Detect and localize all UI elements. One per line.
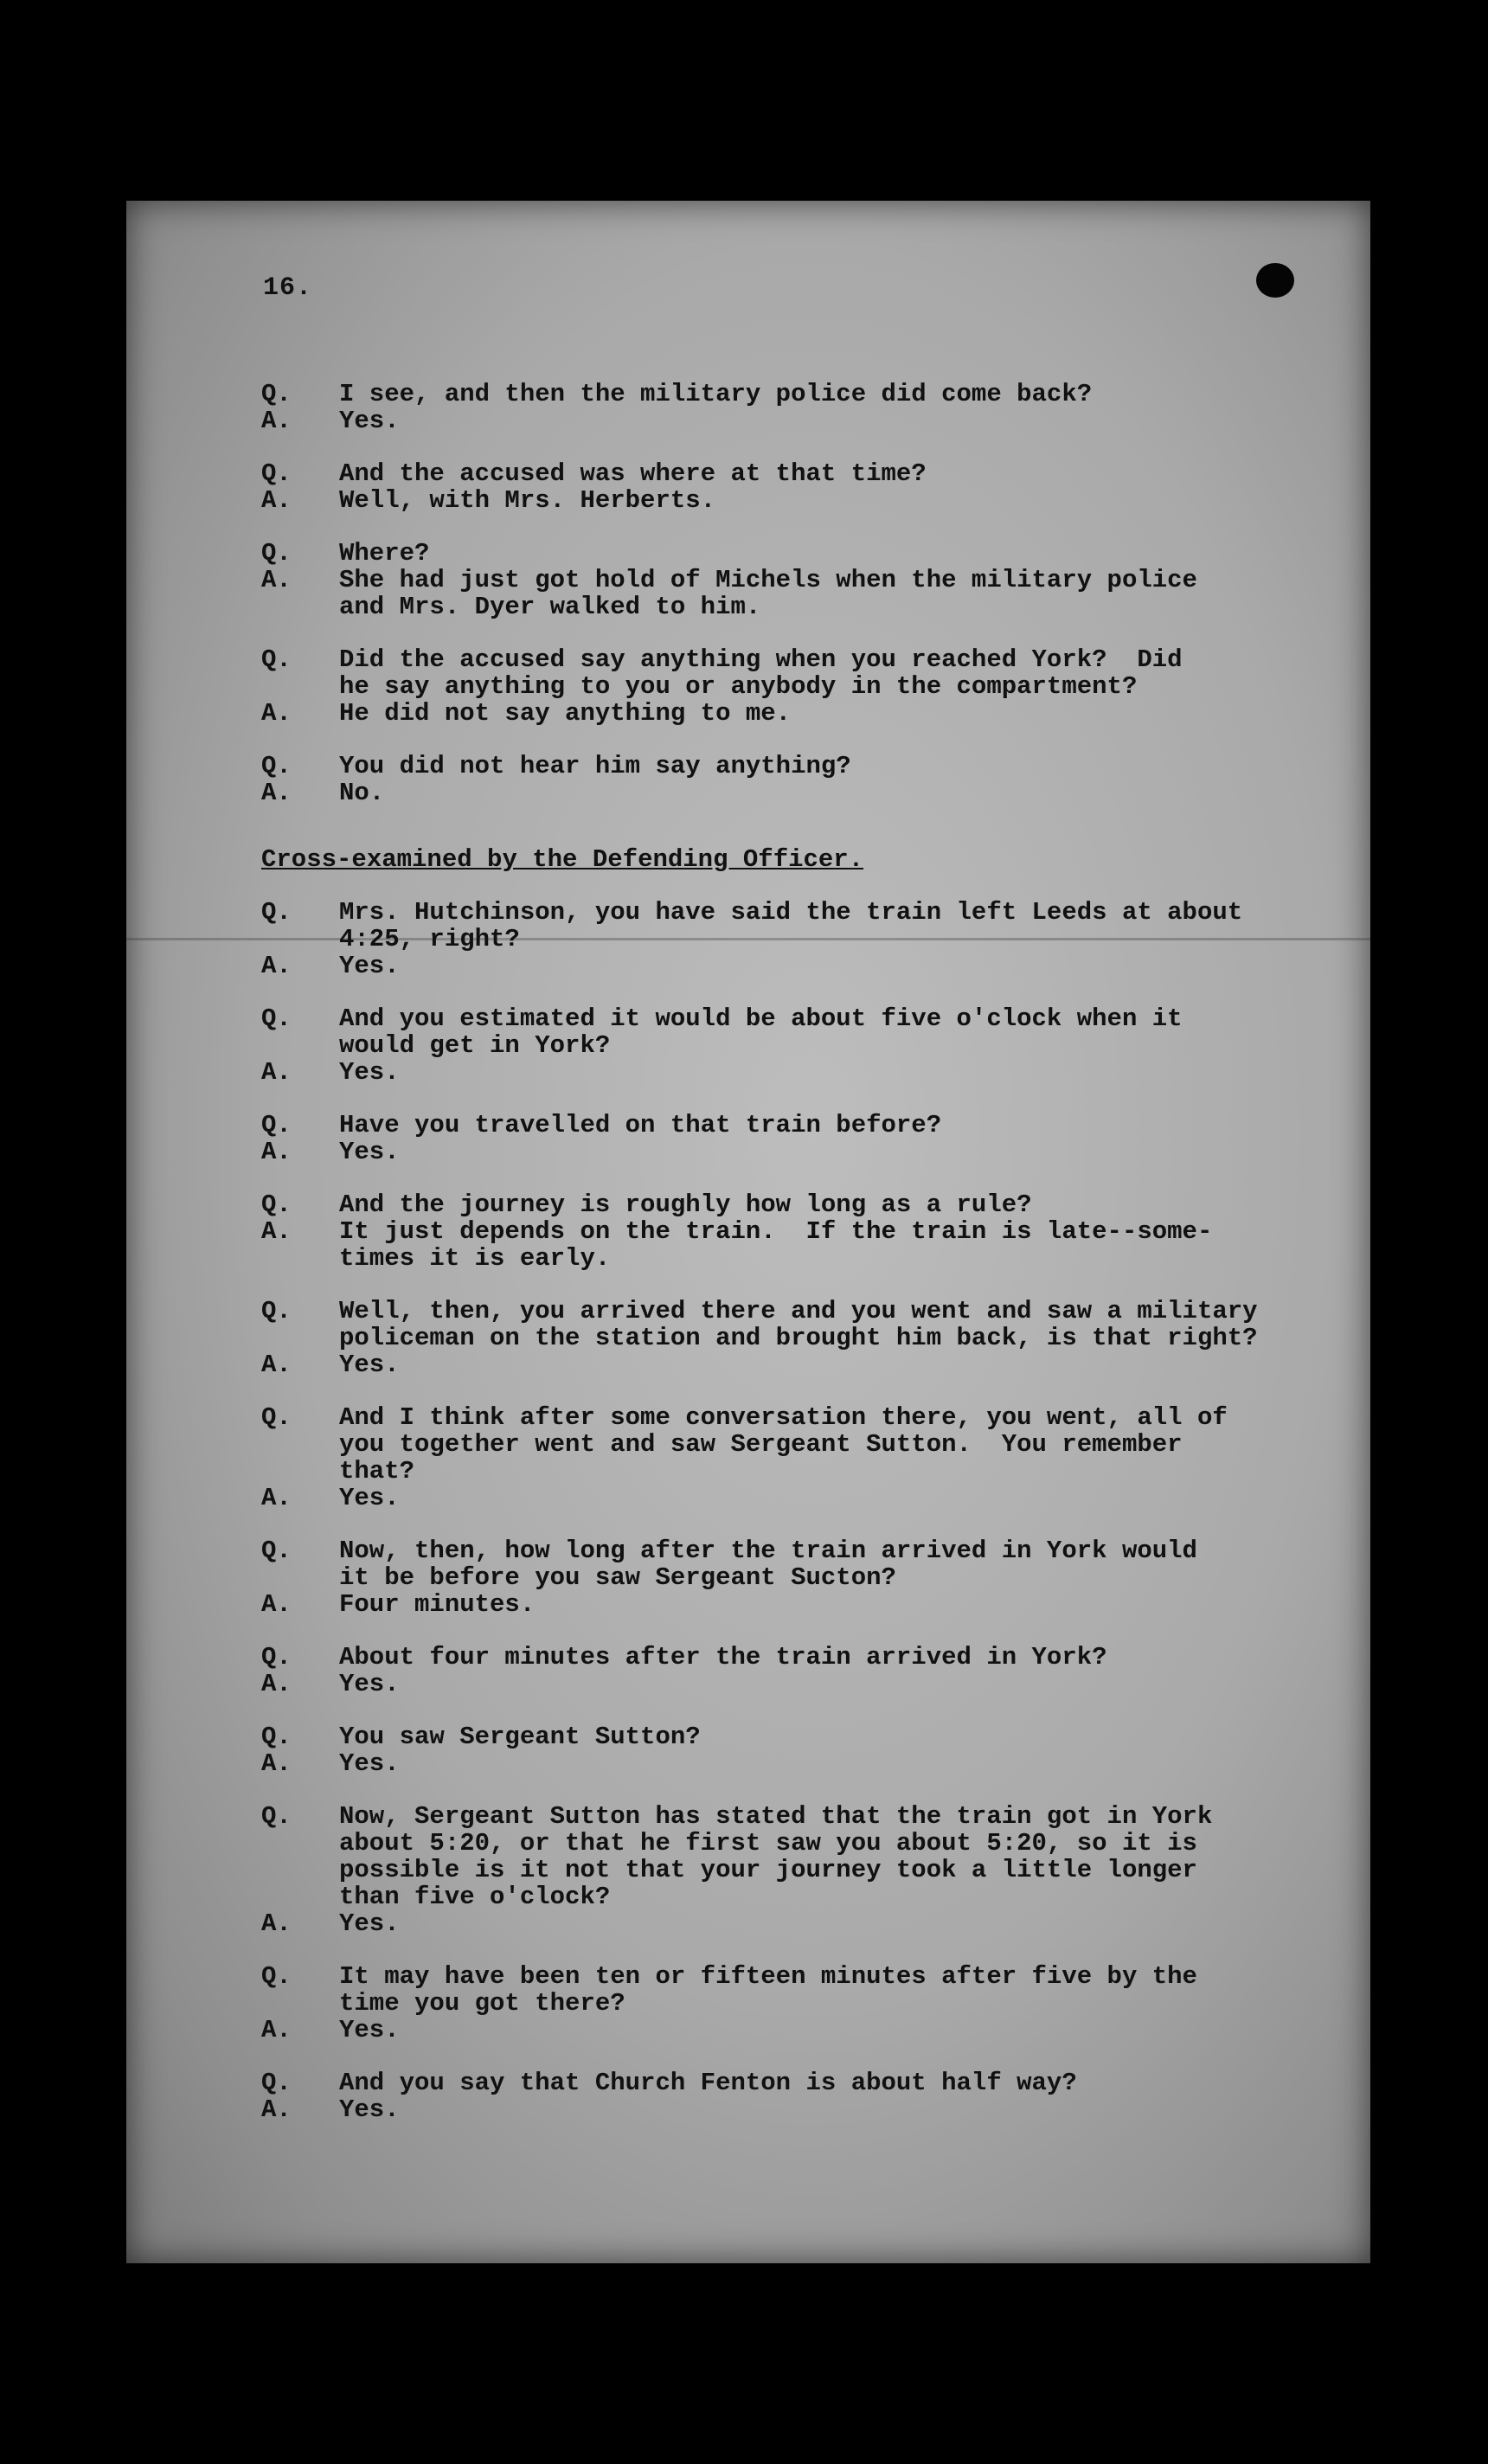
question-line — [261, 1883, 1343, 1910]
answer-line — [261, 1218, 1343, 1245]
qa-pair — [261, 2069, 1343, 2123]
question-text: Mrs. Hutchinson, you have said the train left Leeds at about — [339, 898, 1243, 927]
answer-text: Yes. — [339, 407, 400, 435]
question-text: And you estimated it would be about five o'clock when it — [339, 1004, 1183, 1033]
question-text: It may have been ten or fifteen minutes after five by the — [339, 1962, 1197, 1991]
question-text: about 5:20, or that he first saw you about 5:20, so it is — [339, 1829, 1197, 1858]
question-line — [261, 1005, 1343, 1032]
question-line — [261, 1191, 1343, 1218]
question-line — [261, 1564, 1343, 1591]
question-line — [261, 753, 1343, 780]
question-text: possible is it not that your journey took a little longer — [339, 1856, 1197, 1884]
question-line — [261, 1830, 1343, 1857]
answer-line — [261, 700, 1343, 727]
section-heading: Cross-examined by the Defending Officer. — [261, 845, 864, 874]
question-line — [261, 1537, 1343, 1564]
question-text: You did not hear him say anything? — [339, 752, 851, 780]
question-line — [261, 460, 1343, 487]
question-label: Q. — [261, 1190, 292, 1219]
answer-label — [261, 1245, 339, 1272]
question-line — [261, 1644, 1343, 1671]
qa-pair — [261, 899, 1343, 979]
answer-line — [261, 1485, 1343, 1511]
question-text: Have you travelled on that train before? — [339, 1111, 942, 1139]
answer-line — [261, 953, 1343, 979]
question-text: And you say that Church Fenton is about half way? — [339, 2069, 1077, 2097]
question-label — [261, 1458, 339, 1485]
question-line — [261, 1032, 1343, 1059]
answer-text: Four minutes. — [339, 1590, 536, 1619]
answer-line — [261, 594, 1343, 620]
answer-label: A. — [261, 2016, 292, 2044]
question-label — [261, 1032, 339, 1059]
question-text: And I think after some conversation there, you went, all of — [339, 1403, 1228, 1432]
answer-label: A. — [261, 1909, 292, 1938]
question-label — [261, 1564, 339, 1591]
answer-line — [261, 1059, 1343, 1086]
question-text: policeman on the station and brought him back, is that right? — [339, 1324, 1258, 1352]
answer-line — [261, 1245, 1343, 1272]
question-text: Did the accused say anything when you reached York? Did — [339, 645, 1183, 674]
question-text: Now, then, how long after the train arrived in York would — [339, 1537, 1197, 1565]
qa-pair — [261, 1723, 1343, 1777]
question-text: you together went and saw Sergeant Sutton. You remember — [339, 1430, 1183, 1459]
answer-text: She had just got hold of Michels when the military police — [339, 566, 1197, 594]
answer-text: Well, with Mrs. Herberts. — [339, 486, 716, 515]
question-line — [261, 1325, 1343, 1351]
answer-label: A. — [261, 1217, 292, 1246]
qa-block-direct — [261, 381, 1343, 806]
answer-label: A. — [261, 1670, 292, 1698]
question-text: I see, and then the military police did come back? — [339, 380, 1093, 408]
qa-pair — [261, 753, 1343, 806]
answer-text: Yes. — [339, 1351, 400, 1379]
question-text: that? — [339, 1457, 415, 1485]
answer-text: Yes. — [339, 1749, 400, 1778]
punch-hole — [1256, 263, 1294, 298]
answer-label: A. — [261, 1749, 292, 1778]
question-label: Q. — [261, 1403, 292, 1432]
answer-text: Yes. — [339, 2095, 400, 2124]
answer-text: It just depends on the train. If the train is late--some- — [339, 1217, 1213, 1246]
qa-pair — [261, 646, 1343, 727]
question-line — [261, 1723, 1343, 1750]
page-number: 16. — [263, 273, 313, 303]
question-label — [261, 1431, 339, 1458]
question-text: would get in York? — [339, 1031, 611, 1060]
answer-line — [261, 1351, 1343, 1378]
question-text: And the accused was where at that time? — [339, 459, 927, 488]
question-line — [261, 540, 1343, 567]
question-line — [261, 2069, 1343, 2096]
answer-line — [261, 1591, 1343, 1618]
question-label: Q. — [261, 1802, 292, 1831]
question-label: Q. — [261, 1643, 292, 1672]
qa-pair — [261, 1112, 1343, 1165]
question-line — [261, 673, 1343, 700]
question-label: Q. — [261, 1111, 292, 1139]
answer-label: A. — [261, 1138, 292, 1166]
question-text: time you got there? — [339, 1989, 625, 2018]
answer-line — [261, 1910, 1343, 1937]
question-text: Where? — [339, 539, 430, 568]
qa-pair — [261, 1191, 1343, 1272]
question-line — [261, 1990, 1343, 2017]
question-line — [261, 381, 1343, 407]
question-label — [261, 1883, 339, 1910]
question-line — [261, 1112, 1343, 1139]
answer-line — [261, 407, 1343, 434]
answer-text: Yes. — [339, 952, 400, 980]
question-line — [261, 1458, 1343, 1485]
question-line — [261, 1857, 1343, 1883]
question-label: Q. — [261, 1723, 292, 1751]
qa-pair — [261, 1644, 1343, 1697]
question-label — [261, 1830, 339, 1857]
question-label — [261, 1857, 339, 1883]
question-label: Q. — [261, 645, 292, 674]
question-line — [261, 1803, 1343, 1830]
qa-pair — [261, 460, 1343, 514]
answer-text: Yes. — [339, 1670, 400, 1698]
question-line — [261, 899, 1343, 926]
answer-label: A. — [261, 486, 292, 515]
question-label: Q. — [261, 459, 292, 488]
question-text: than five o'clock? — [339, 1883, 611, 1911]
question-line — [261, 1431, 1343, 1458]
answer-line — [261, 487, 1343, 514]
qa-block-cross — [261, 899, 1343, 2123]
answer-label: A. — [261, 2095, 292, 2124]
qa-pair — [261, 1298, 1343, 1378]
question-line — [261, 1298, 1343, 1325]
qa-pair — [261, 1963, 1343, 2044]
answer-line — [261, 780, 1343, 806]
question-text: Well, then, you arrived there and you went and saw a military — [339, 1297, 1258, 1325]
qa-pair — [261, 1404, 1343, 1511]
question-label: Q. — [261, 1004, 292, 1033]
question-text: he say anything to you or anybody in the compartment? — [339, 672, 1138, 701]
question-label — [261, 926, 339, 953]
answer-text: He did not say anything to me. — [339, 699, 792, 728]
qa-pair — [261, 1005, 1343, 1086]
document-page — [126, 201, 1370, 2263]
question-label: Q. — [261, 539, 292, 568]
answer-label — [261, 594, 339, 620]
question-label: Q. — [261, 752, 292, 780]
question-label: Q. — [261, 1537, 292, 1565]
answer-line — [261, 2017, 1343, 2044]
answer-text: and Mrs. Dyer walked to him. — [339, 593, 761, 621]
answer-line — [261, 2096, 1343, 2123]
question-line — [261, 646, 1343, 673]
qa-pair — [261, 1803, 1343, 1937]
answer-label: A. — [261, 779, 292, 807]
question-line — [261, 1404, 1343, 1431]
answer-label: A. — [261, 952, 292, 980]
question-label: Q. — [261, 898, 292, 927]
answer-line — [261, 567, 1343, 594]
question-text: it be before you saw Sergeant Sucton? — [339, 1563, 896, 1592]
answer-label: A. — [261, 1058, 292, 1087]
question-text: You saw Sergeant Sutton? — [339, 1723, 701, 1751]
answer-line — [261, 1139, 1343, 1165]
question-label: Q. — [261, 1962, 292, 1991]
answer-label: A. — [261, 1351, 292, 1379]
answer-text: Yes. — [339, 2016, 400, 2044]
question-text: And the journey is roughly how long as a rule? — [339, 1190, 1032, 1219]
question-line — [261, 1963, 1343, 1990]
answer-text: Yes. — [339, 1058, 400, 1087]
answer-label: A. — [261, 407, 292, 435]
answer-line — [261, 1750, 1343, 1777]
question-label — [261, 1990, 339, 2017]
answer-text: Yes. — [339, 1909, 400, 1938]
question-text: About four minutes after the train arrived in York? — [339, 1643, 1107, 1672]
question-label — [261, 673, 339, 700]
answer-text: times it is early. — [339, 1244, 611, 1273]
qa-pair — [261, 381, 1343, 434]
question-label: Q. — [261, 380, 292, 408]
qa-pair — [261, 1537, 1343, 1618]
answer-text: No. — [339, 779, 385, 807]
answer-text: Yes. — [339, 1484, 400, 1512]
answer-label: A. — [261, 699, 292, 728]
question-line — [261, 926, 1343, 953]
question-text: Now, Sergeant Sutton has stated that the train got in York — [339, 1802, 1213, 1831]
answer-line — [261, 1671, 1343, 1697]
answer-text: Yes. — [339, 1138, 400, 1166]
question-label: Q. — [261, 1297, 292, 1325]
question-text: 4:25, right? — [339, 925, 520, 953]
answer-label: A. — [261, 566, 292, 594]
question-label: Q. — [261, 2069, 292, 2097]
question-label — [261, 1325, 339, 1351]
answer-label: A. — [261, 1590, 292, 1619]
qa-pair — [261, 540, 1343, 620]
transcript-body — [261, 381, 1343, 2149]
answer-label: A. — [261, 1484, 292, 1512]
